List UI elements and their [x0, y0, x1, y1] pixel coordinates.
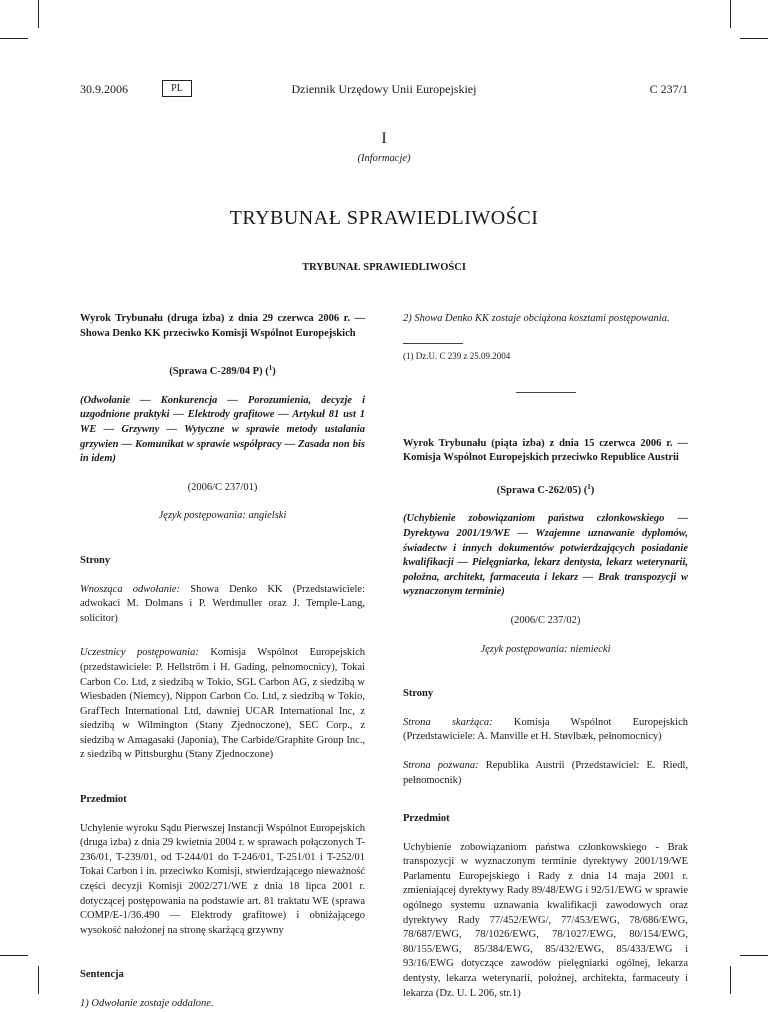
case2-subject: Uchybienie zobowiązaniom państwa członkowskiego - Brak transpozycji w wyznaczonym terminie dyrektywy 2001/19/WE Parlamentu Europejskiego i Rady z dnia 14 maja 2001 r. zmieniającej dyrektywy Rady 89/48/EWG i 92/51/EWG w sprawie ogólnego systemu uznawania kwalifikacji zawodowych oraz dyrektywy Rady 77/452/EWG/, 77/453/EWG, 78/686/EWG, 78/687/EWG, 78/1026/EWG, 78/1027/EWG, 80/154/EWG, 80/155/EWG, 85/384/EWG, 85/432/EWG, 85/433/EWG i 93/16/EWG dotyczące zawodów pielęgniarki ogólnej, lekarza dentysty, lekarza weterynarii, położnej, architekta, farmaceuty i lekarza (Dz. U. L 206, str.1) — [403, 841, 688, 999]
case2-title: Wyrok Trybunału (piąta izba) z dnia 15 czerwca 2006 r. — Komisja Wspólnot Europejskich przeciwko Republice Austrii — [403, 437, 688, 464]
case1-language: Język postępowania: angielski — [158, 510, 287, 522]
court-title-large: TRYBUNAŁ SPRAWIEDLIWOŚCI — [229, 207, 539, 229]
crop-mark — [740, 955, 768, 956]
court-title-small: TRYBUNAŁ SPRAWIEDLIWOŚCI — [302, 262, 466, 273]
case1-subject: Uchylenie wyroku Sądu Pierwszej Instancji Wspólnot Europejskich (druga izba) z dnia 29 kwietnia 2004 r. w sprawach połączonych T-236/01, T-239/01, od T-244/01 do T-246/01, T-251/01 i T-252/01 Tokai Carbon i in. przeciwko Komisji, stwierdzającego nieważność części decyzji Komisji 2002/271/WE z dnia 18 lipca 2001 r. dotyczącej postępowania na podstawie art. 81 traktatu WE (sprawa COMP/E-1/36.490 — Elektrody grafitowe) i obniżającego wysokość nałożonej na stronę skarżącą grzywny — [80, 822, 365, 936]
case2-language: Język postępowania: niemiecki — [480, 643, 611, 655]
case2-reference: (2006/C 237/02) — [510, 614, 581, 626]
crop-mark — [730, 0, 731, 28]
case1-keywords: (Odwołanie — Konkurencja — Porozumienia, decyzje i uzgodnione praktyki — Elektrody grafitowe — Artykuł 81 ust 1 WE — Grzywny — Wytyczne w sprawie metody ustalania grzywien — Komunikat w sprawie współpracy — Zasada non bis in idem) — [80, 394, 365, 465]
case-separator — [516, 392, 576, 393]
case1-operative-heading: Sentencja — [80, 969, 124, 981]
crop-mark — [0, 38, 28, 39]
language-badge: PL — [162, 80, 192, 97]
section-subtitle: (Informacje) — [357, 153, 411, 164]
page-header — [80, 80, 688, 100]
case2-applicant: Strona skarżąca: Komisja Wspólnot Europejskich (Przedstawiciele: A. Manville et H. Støvlbæk, pełnomocnicy) — [403, 716, 688, 743]
case2-parties-heading: Strony — [403, 688, 434, 700]
left-column — [80, 312, 365, 1012]
issue-date: 30.9.2006 — [80, 82, 128, 96]
case1-case-number: (Sprawa C-289/04 P) ($^1$) — [169, 364, 276, 378]
case1-reference: (2006/C 237/01) — [187, 481, 258, 493]
crop-mark — [740, 38, 768, 39]
page-number: C 237/1 — [649, 82, 688, 96]
section-number: I — [381, 130, 387, 147]
case1-title: Wyrok Trybunału (druga izba) z dnia 29 czerwca 2006 r. — Showa Denko KK przeciwko Komisji Wspólnot Europejskich — [80, 313, 365, 339]
case1-other-parties: Uczestnicy postępowania: Komisja Wspólnot Europejskich (przedstawiciele: P. Hellström i H. Gading, pełnomocnicy), Tokai Carbon Co. Ltd, z siedzibą w Tokio, SGL Carbon AG, z siedzibą w Wiesbaden (Niemcy), Nippon Carbon Co. Ltd, z siedzibą w Tokio, GrafTech International Ltd, dawniej UCAR International Inc, z siedzibą w Wilmington (Stany Zjednoczone), SEC Corp., z siedzibą w Amagasaki (Japonia), The Carbide/Graphite Group Inc., z siedzibą w Pittsburghu (Stany Zjednoczone) — [80, 647, 365, 761]
case1-footnote: (1) Dz.U. C 239 z 25.09.2004 — [403, 350, 511, 361]
case2-defendant: Strona pozwana: Republika Austrii (Przedstawiciel: E. Riedl, pełnomocnik) — [403, 759, 688, 786]
footnote-rule — [403, 343, 463, 344]
crop-mark — [38, 0, 39, 28]
case1-parties-heading: Strony — [80, 554, 111, 566]
crop-mark — [0, 955, 28, 956]
case1-operative-1: 1) Odwołanie zostaje oddalone. — [80, 998, 214, 1009]
case1-subject-heading: Przedmiot — [80, 794, 127, 806]
case1-operative-2: 2) Showa Denko KK zostaje obciążona kosztami postępowania. — [403, 313, 670, 324]
journal-title: Dziennik Urzędowy Unii Europejskiej — [291, 82, 477, 96]
case2-subject-heading: Przedmiot — [403, 813, 450, 825]
crop-mark — [38, 966, 39, 994]
right-column — [403, 312, 688, 1001]
case2-case-number: (Sprawa C-262/05) ($^1$) — [496, 482, 595, 496]
crop-mark — [730, 966, 731, 994]
case2-keywords: (Uchybienie zobowiązaniom państwa członkowskiego — Dyrektywa 2001/19/WE — Wzajemne uznawanie dyplomów, świadectw i innych dokumentów potwierdzających posiadanie kwalifikacji — Pielęgniarka, lekarz dentysta, lekarz weterynarii, położna, architekt, farmaceuta i lekarz — Brak transpozycji w wyznaczonym terminie) — [403, 513, 688, 598]
case1-appellant: Wnosząca odwołanie: Showa Denko KK (Przedstawiciele: adwokaci M. Dolmans i P. Werdmuller oraz J. Temple-Lang, solicitor) — [80, 583, 366, 624]
